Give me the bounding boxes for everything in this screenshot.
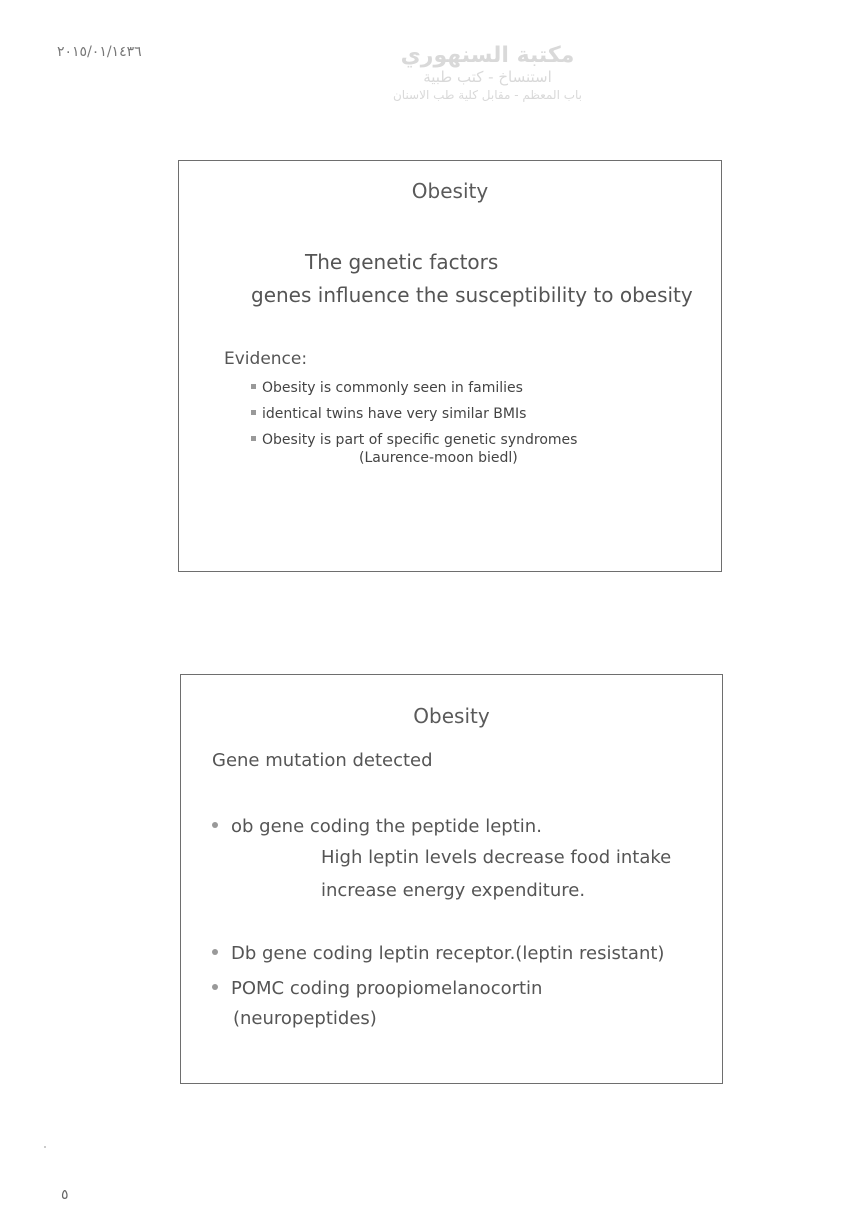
square-bullet-icon: [251, 384, 256, 389]
list-item: [212, 816, 542, 837]
list-item-text: identical twins have very similar BMIs: [262, 406, 527, 422]
slide-heading: Gene mutation detected: [212, 750, 433, 771]
library-stamp: [380, 44, 595, 103]
evidence-label: Evidence:: [224, 349, 308, 369]
slide-subheading: genes influence the susceptibility to obesity: [251, 283, 693, 307]
list-item-text: Db gene coding leptin receptor.(leptin resistant): [231, 943, 665, 964]
list-item: [251, 375, 577, 401]
syndrome-note: (Laurence-moon biedl): [359, 450, 518, 466]
list-item-text: POMC coding proopiomelanocortin: [231, 978, 543, 999]
round-bullet-icon: [212, 949, 218, 955]
header-date: ٢٠١٥/٠١/١٤٣٦: [57, 44, 142, 60]
slide-title: Obesity: [413, 704, 490, 728]
list-item: [251, 401, 577, 427]
evidence-list: [251, 375, 577, 453]
square-bullet-icon: [251, 436, 256, 441]
slide-heading: The genetic factors: [305, 250, 499, 274]
list-item: [212, 943, 664, 964]
scan-speck: [44, 1146, 46, 1148]
stamp-line-2: استنساخ - كتب طبية: [423, 68, 552, 86]
list-item-continuation: increase energy expenditure.: [321, 880, 586, 901]
stamp-line-1: مكتبة السنهوري: [400, 43, 575, 68]
page-number: ٥: [61, 1187, 69, 1203]
slide-title: Obesity: [411, 179, 489, 203]
list-item-continuation: (neuropeptides): [233, 1008, 377, 1029]
list-item: [212, 978, 542, 999]
list-item-continuation: High leptin levels decrease food intake: [321, 847, 672, 868]
list-item-text: Obesity is commonly seen in families: [262, 380, 523, 396]
list-item-text: Obesity is part of specific genetic syndromes: [262, 432, 578, 448]
round-bullet-icon: [212, 822, 218, 828]
square-bullet-icon: [251, 410, 256, 415]
stamp-line-3: باب المعظم - مقابل كلية طب الاسنان: [392, 88, 583, 102]
slide-gene-mutation: [180, 674, 723, 1084]
list-item-text: ob gene coding the peptide leptin.: [231, 816, 542, 837]
round-bullet-icon: [212, 984, 218, 990]
slide-genetic-factors: [178, 160, 722, 572]
